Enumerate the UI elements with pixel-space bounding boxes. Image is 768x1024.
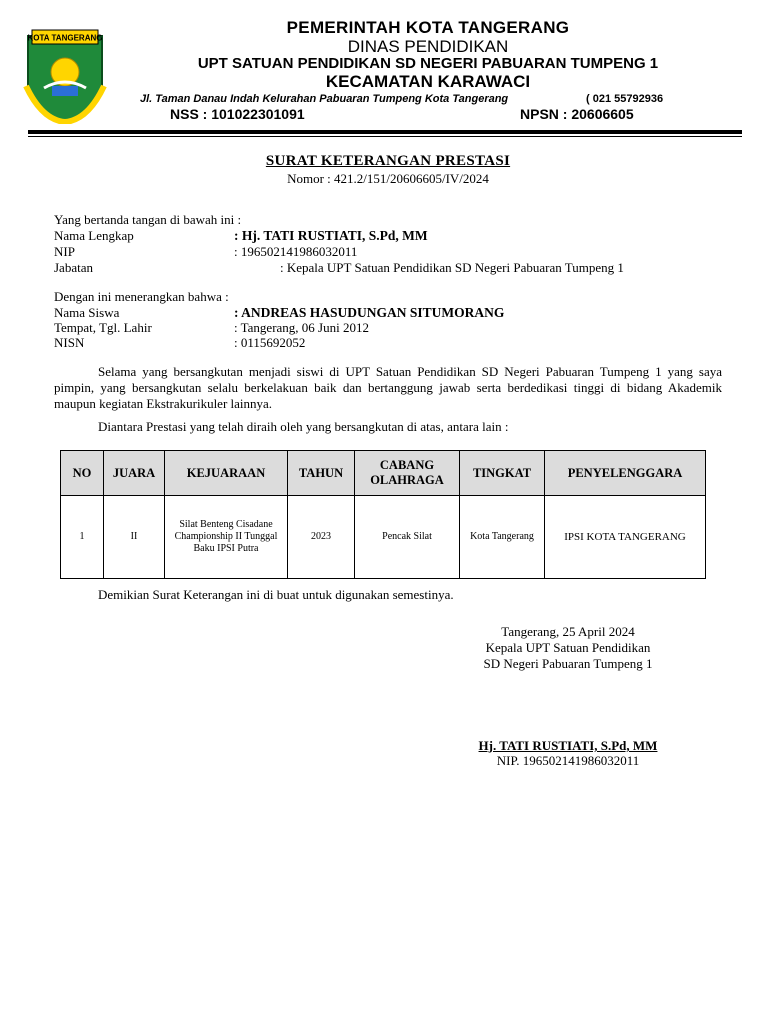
body-paragraph-1: Selama yang bersangkutan menjadi siswi di UPT Satuan Pendidikan SD Negeri Pabuaran Tumpeng 1 yang saya pimpin, yang bersangkutan selalu berkelakuan baik dan bertanggung jawab serta berdedikasi tinggi di bidang Akademik maupun kegiatan Ekstrakurikuler lainnya. bbox=[54, 364, 722, 411]
table-cell-juara: II bbox=[104, 496, 165, 579]
letterhead-npsn: NPSN : 20606605 bbox=[520, 106, 634, 122]
letterhead-line-3: UPT SATUAN PENDIDIKAN SD NEGERI PABUARAN TUMPENG 1 bbox=[197, 55, 659, 72]
student-label-name: Nama Siswa bbox=[54, 305, 120, 320]
body-paragraph-2: Diantara Prestasi yang telah diraih oleh yang bersangkutan di atas, antara lain : bbox=[98, 419, 509, 434]
signer-intro: Yang bertanda tangan di bawah ini : bbox=[54, 212, 242, 227]
student-value-name: : ANDREAS HASUDUNGAN SITUMORANG bbox=[234, 305, 505, 320]
table-cell-cabang: Pencak Silat bbox=[355, 496, 460, 579]
column-header: CABANG OLAHRAGA bbox=[355, 451, 460, 496]
table-cell-no: 1 bbox=[61, 496, 104, 579]
column-header: TAHUN bbox=[288, 451, 355, 496]
signature-position-1: Kepala UPT Satuan Pendidikan bbox=[485, 640, 651, 655]
student-value-nisn: : 0115692052 bbox=[234, 335, 306, 350]
letterhead-address: Jl. Taman Danau Indah Kelurahan Pabuaran Tumpeng Kota Tangerang bbox=[140, 93, 509, 105]
student-value-birth: : Tangerang, 06 Juni 2012 bbox=[234, 320, 369, 335]
logo-text: KOTA TANGERANG bbox=[27, 33, 103, 43]
table-row bbox=[61, 496, 706, 579]
letterhead-nss: NSS : 101022301091 bbox=[170, 106, 305, 122]
signature-position-2: SD Negeri Pabuaran Tumpeng 1 bbox=[483, 656, 653, 671]
table-cell-tingkat: Kota Tangerang bbox=[460, 496, 545, 579]
signer-label-name: Nama Lengkap bbox=[54, 228, 134, 243]
letterhead-line-4: KECAMATAN KARAWACI bbox=[325, 72, 531, 91]
column-header: KEJUARAAN bbox=[165, 451, 288, 496]
city-emblem-logo bbox=[22, 26, 108, 124]
document-number: Nomor : 421.2/151/20606605/IV/2024 bbox=[287, 171, 489, 186]
letterhead-divider-thin bbox=[28, 136, 742, 137]
signer-value-position: : Kepala UPT Satuan Pendidikan SD Negeri Pabuaran Tumpeng 1 bbox=[280, 260, 624, 275]
table-cell-tahun: 2023 bbox=[288, 496, 355, 579]
student-label-birth: Tempat, Tgl. Lahir bbox=[54, 320, 152, 335]
signer-value-name: : Hj. TATI RUSTIATI, S.Pd, MM bbox=[234, 228, 428, 243]
letterhead-phone: ( 021 55792936 bbox=[586, 93, 664, 105]
table-cell-kejuaraan: Silat Benteng Cisadane Championship II Tunggal Baku IPSI Putra bbox=[165, 496, 288, 579]
signer-label-position: Jabatan bbox=[54, 260, 93, 275]
column-header: PENYELENGGARA bbox=[545, 451, 706, 496]
column-header: NO bbox=[61, 451, 104, 496]
column-header: TINGKAT bbox=[460, 451, 545, 496]
signature-name: Hj. TATI RUSTIATI, S.Pd, MM bbox=[478, 738, 658, 753]
closing-statement: Demikian Surat Keterangan ini di buat untuk digunakan semestinya. bbox=[98, 587, 454, 602]
letterhead-line-2: DINAS PENDIDIKAN bbox=[347, 37, 509, 56]
letterhead-line-1: PEMERINTAH KOTA TANGERANG bbox=[286, 18, 570, 37]
signer-label-nip: NIP bbox=[54, 244, 75, 259]
letterhead-divider-thick bbox=[28, 130, 742, 134]
document-title: SURAT KETERANGAN PRESTASI bbox=[265, 153, 511, 169]
table-header-row bbox=[61, 451, 706, 496]
signature-place-date: Tangerang, 25 April 2024 bbox=[501, 624, 635, 639]
signer-value-nip: : 196502141986032011 bbox=[234, 244, 358, 259]
student-label-nisn: NISN bbox=[54, 335, 85, 350]
student-intro: Dengan ini menerangkan bahwa : bbox=[54, 289, 229, 304]
table-cell-penyelenggara: IPSI KOTA TANGERANG bbox=[545, 496, 706, 579]
column-header: JUARA bbox=[104, 451, 165, 496]
achievement-table bbox=[60, 450, 706, 579]
signature-nip: NIP. 196502141986032011 bbox=[496, 753, 640, 768]
